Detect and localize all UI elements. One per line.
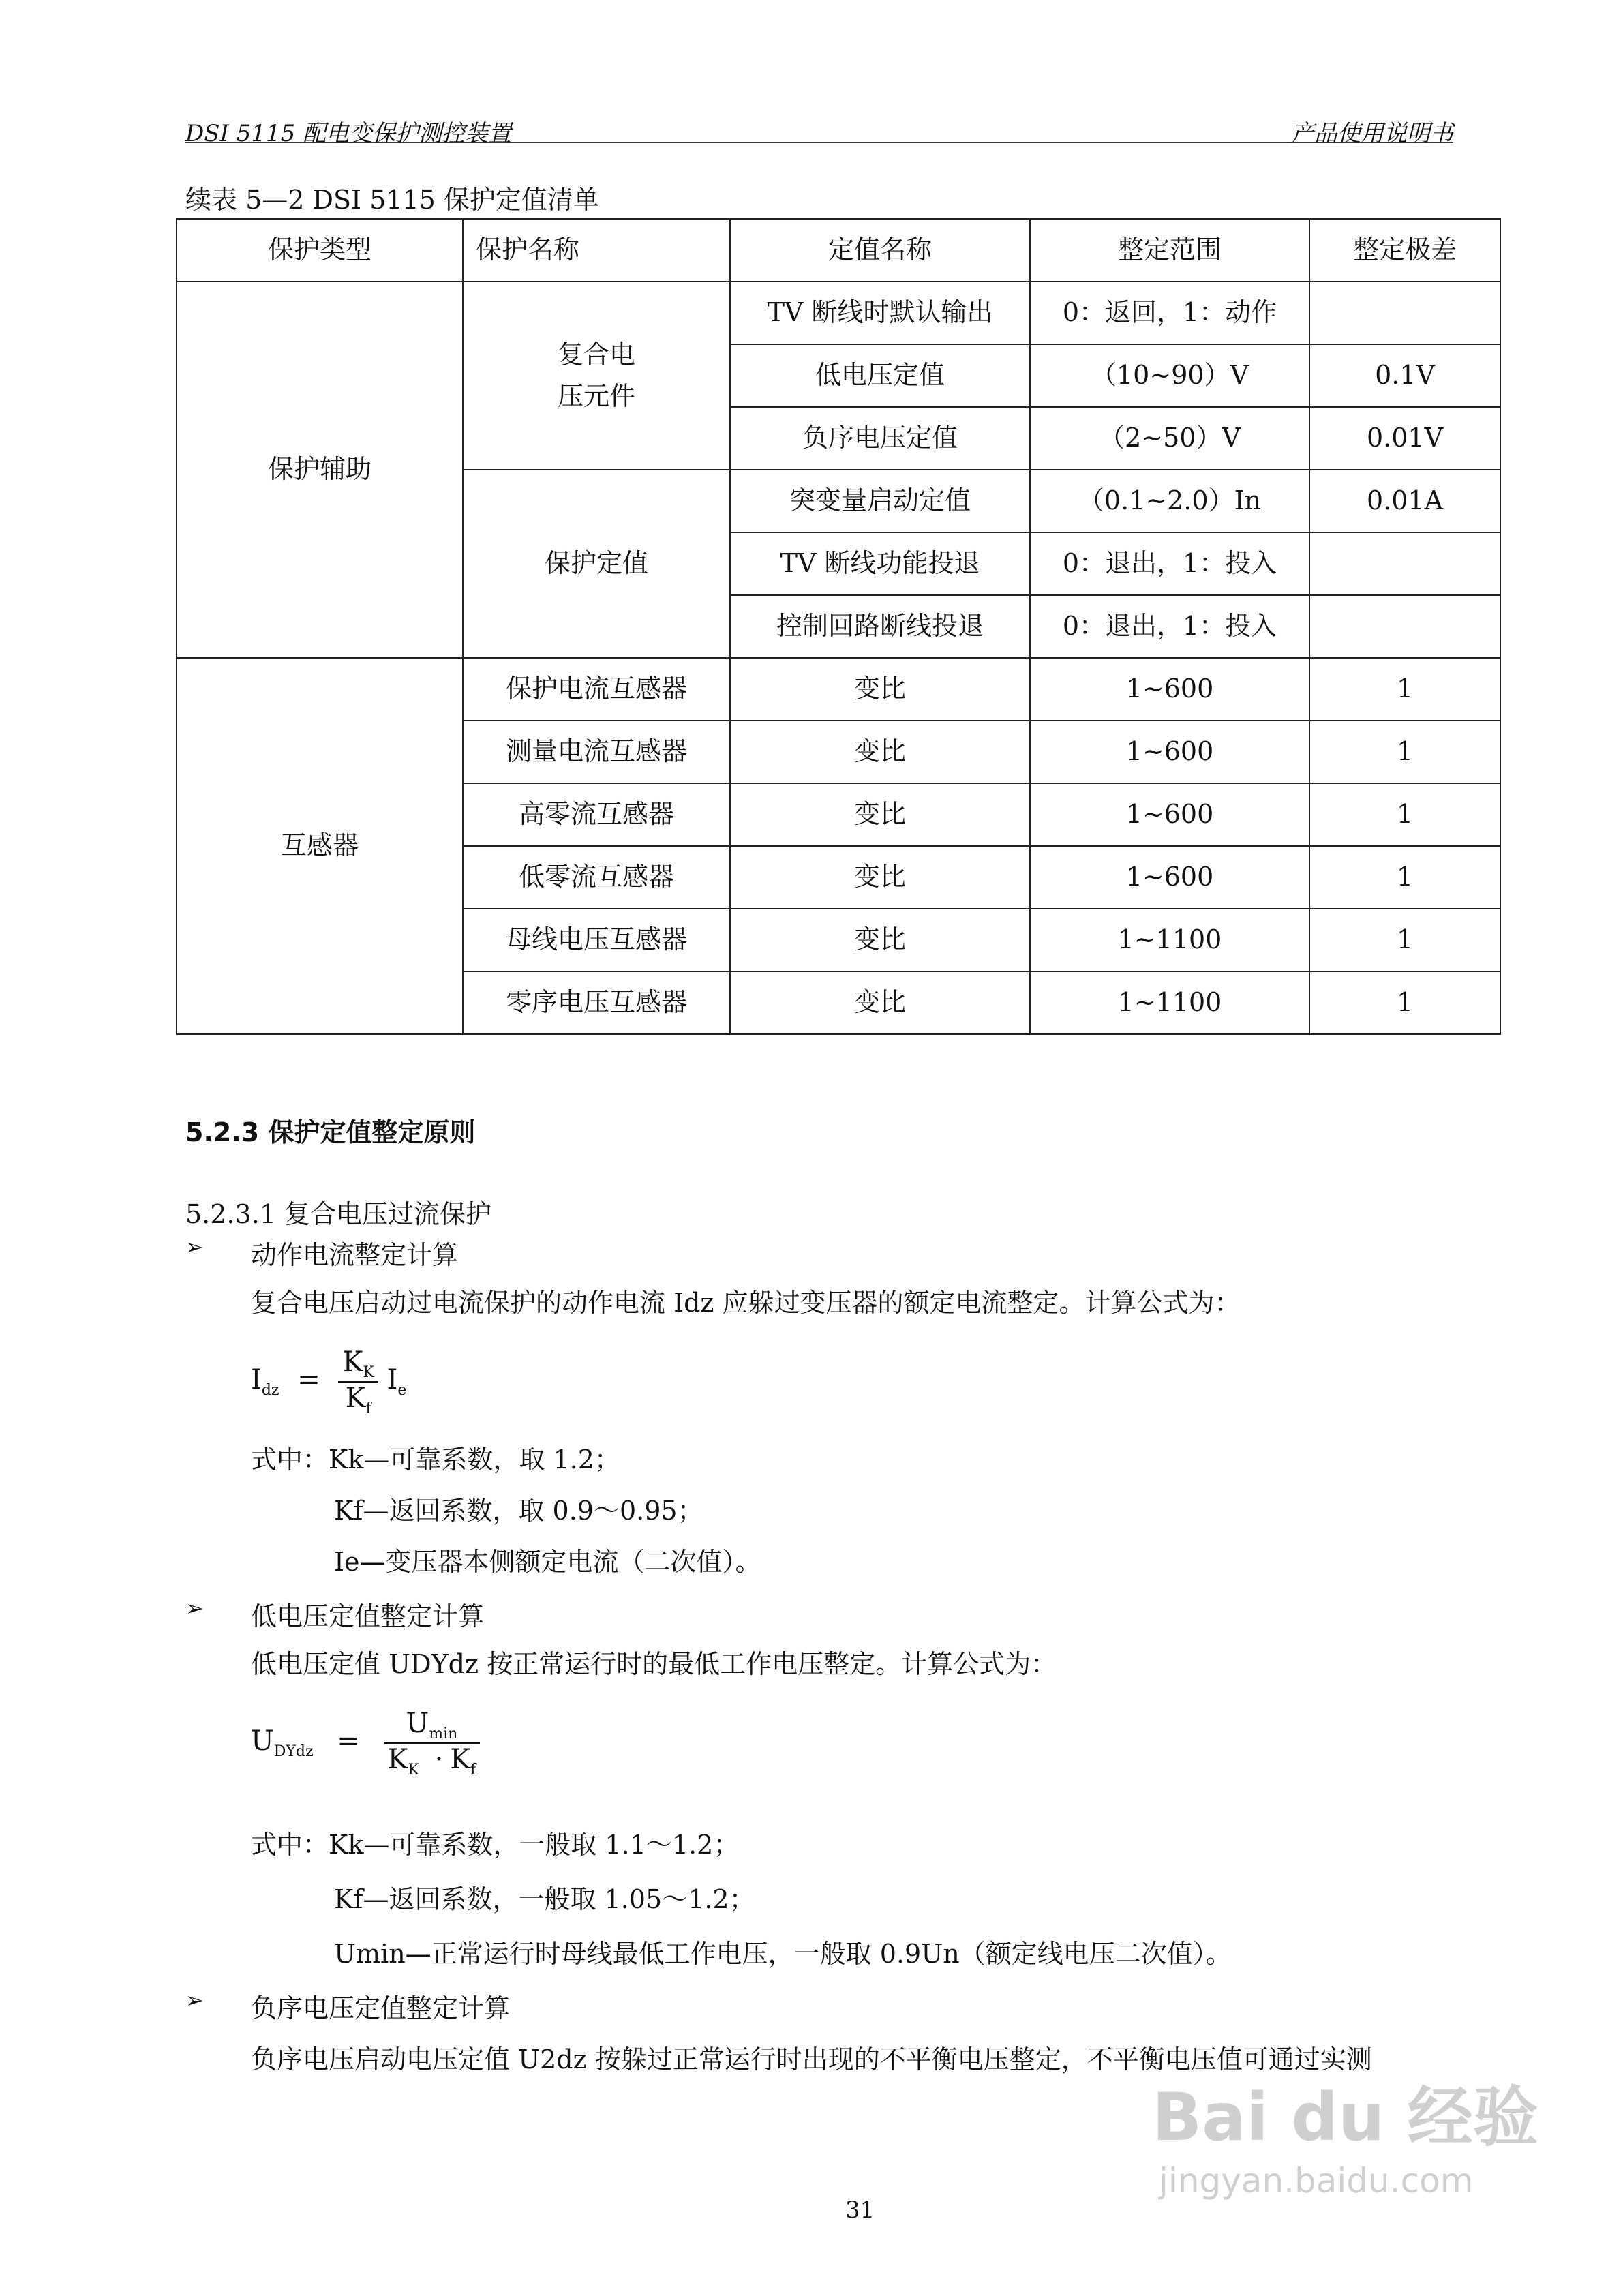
table-cell: 1~600 [1030,783,1309,846]
table-cell: 1 [1309,658,1500,721]
formula-den: K [345,1383,366,1414]
group-cell-ct: 互感器 [177,658,463,1034]
composite-label: 复合电压元件 [557,339,635,411]
table-cell: 0：返回，1：动作 [1030,282,1309,344]
table-cell: （0.1~2.0）In [1030,470,1309,532]
table-row [177,658,1500,721]
table-cell: 1 [1309,846,1500,909]
formula-lhs-sub: dz [261,1382,279,1399]
where-line: 式中：Kk—可靠系数，一般取 1.1～1.2； [251,1830,740,1860]
table-cell: 高零流互感器 [463,783,730,846]
section-heading-5231: 5.2.3.1 复合电压过流保护 [185,1199,492,1229]
table-cell: 1~1100 [1030,909,1309,971]
table-cell: 0：退出，1：投入 [1030,532,1309,595]
paragraph-negseq: 负序电压启动电压定值 U2dz 按躲过正常运行时出现的不平衡电压整定，不平衡电压值可通过实测 [251,2044,1372,2074]
table-cell: 低零流互感器 [463,846,730,909]
formula-udydz [251,1708,480,1779]
table-cell: 1~1100 [1030,971,1309,1034]
formula-num: U [406,1708,429,1739]
table-cell: 零序电压互感器 [463,971,730,1034]
table-cell: 测量电流互感器 [463,721,730,783]
formula-idz [251,1346,406,1417]
watermark-url: jingyan.baidu.com [1159,2161,1474,2201]
table-cell: （10~90）V [1030,344,1309,407]
bullet-title-undervoltage: 低电压定值整定计算 [251,1601,485,1631]
header-title: DSI 5115 配电变保护测控装置 [185,120,512,147]
bullet-arrow-icon: ➢ [185,1234,204,1260]
table-cell: TV 断线功能投退 [730,532,1030,595]
where-line: Umin—正常运行时母线最低工作电压，一般取 0.9Un（额定线电压二次值）。 [334,1939,1232,1969]
group-cell-aux: 保护辅助 [177,282,463,658]
formula-eq: = [337,1725,360,1757]
col-header-step: 整定极差 [1309,219,1500,282]
settings-table [176,218,1501,1035]
table-cell: 低电压定值 [730,344,1030,407]
table-cell [1309,532,1500,595]
formula-fraction [384,1708,481,1779]
where-line: Kf—返回系数，一般取 1.05～1.2； [334,1884,755,1914]
table-cell: 1 [1309,971,1500,1034]
formula-den-sub: f [365,1400,371,1417]
table-cell: 0.01A [1309,470,1500,532]
formula-lhs: U [251,1725,274,1757]
table-cell: （2~50）V [1030,407,1309,470]
table-cell: 负序电压定值 [730,407,1030,470]
page-number: 31 [845,2196,875,2224]
formula-dot: · [434,1744,444,1775]
table-cell [1309,595,1500,658]
formula-num-sub: min [429,1725,458,1742]
table-cell: 0.01V [1309,407,1500,470]
where-line: Ie—变压器本侧额定电流（二次值）。 [334,1547,761,1577]
where-line: Kf—返回系数，取 0.9～0.95； [334,1496,703,1526]
formula-den: K [387,1744,408,1775]
formula-eq: = [297,1364,320,1395]
prot-cell-setting: 保护定值 [463,470,730,658]
table-cell: 控制回路断线投退 [730,595,1030,658]
formula-num: K [342,1346,363,1378]
header-doc-type: 产品使用说明书 [1291,120,1453,147]
formula-den2-sub: f [470,1762,476,1779]
watermark-logo: Bai du 经验 [1152,2079,1538,2156]
formula-num-sub: K [363,1364,374,1381]
table-cell: 1 [1309,909,1500,971]
table-cell: 1 [1309,783,1500,846]
table-cell: 1 [1309,721,1500,783]
col-header-setting-name: 定值名称 [730,219,1030,282]
table-cell: 变比 [730,846,1030,909]
bullet-arrow-icon: ➢ [185,1595,204,1621]
formula-den2: K [450,1744,471,1775]
table-cell: 突变量启动定值 [730,470,1030,532]
formula-fraction [338,1346,378,1417]
bullet-title-negseq: 负序电压定值整定计算 [251,1993,511,2023]
prot-cell-composite [463,282,730,470]
formula-rhs-sub: e [397,1382,407,1399]
table-cell [1309,282,1500,344]
table-cell: TV 断线时默认输出 [730,282,1030,344]
table-row [177,282,1500,344]
table-cell: 1~600 [1030,721,1309,783]
table-cell: 变比 [730,971,1030,1034]
paragraph-current: 复合电压启动过电流保护的动作电流 Idz 应躲过变压器的额定电流整定。计算公式为： [251,1288,1241,1318]
table-cell: 变比 [730,783,1030,846]
bullet-arrow-icon: ➢ [185,1987,204,2013]
table-header-row [177,219,1500,282]
where-line: 式中：Kk—可靠系数，取 1.2； [251,1445,620,1475]
table-cell: 变比 [730,721,1030,783]
table-cell: 变比 [730,658,1030,721]
page-header [185,115,1453,147]
bullet-title-current: 动作电流整定计算 [251,1240,459,1270]
table-cell: 变比 [730,909,1030,971]
paragraph-undervoltage: 低电压定值 UDYdz 按正常运行时的最低工作电压整定。计算公式为： [251,1649,1057,1679]
table-cell: 0.1V [1309,344,1500,407]
table-cell: 0：退出，1：投入 [1030,595,1309,658]
col-header-range: 整定范围 [1030,219,1309,282]
table-cell: 保护电流互感器 [463,658,730,721]
table-cell: 母线电压互感器 [463,909,730,971]
formula-den-sub: K [408,1762,419,1779]
formula-lhs: I [251,1364,262,1395]
table-cell: 1~600 [1030,658,1309,721]
table-cell: 1~600 [1030,846,1309,909]
section-heading-523: 5.2.3 保护定值整定原则 [185,1117,476,1147]
formula-rhs: I [386,1364,398,1395]
col-header-prot-name: 保护名称 [463,219,730,282]
formula-lhs-sub: DYdz [273,1743,314,1760]
table-caption: 续表 5—2 DSI 5115 保护定值清单 [185,185,599,215]
col-header-type: 保护类型 [177,219,463,282]
